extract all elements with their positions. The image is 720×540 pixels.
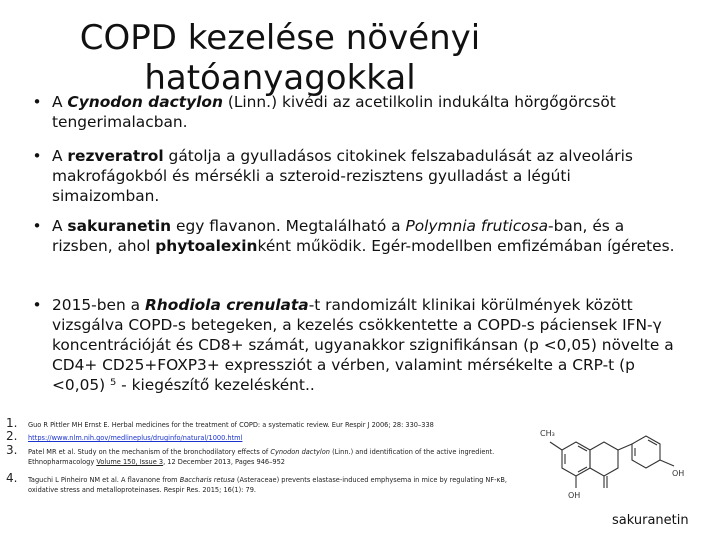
term-phytoalexin: phytoalexin [155,237,258,255]
sakuranetin-structure-image [536,416,716,512]
hydroxyl-label: OH [568,491,581,500]
text-run: 2015-ben a [52,296,145,314]
title-line-2: hatóanyagokkal [144,58,416,98]
species-name: Polymnia fruticosa [405,217,549,235]
bullet-item-cynodon [30,92,680,132]
methyl-bond [550,442,562,450]
reference-text [28,447,526,467]
bullet-text [52,295,680,395]
figure-caption: sakuranetin [612,513,689,528]
text-run: (Linn.) and identification of the active ingredient. Ethnopharmacology [28,448,495,466]
volume-issue: Volume 150, Issue 3 [96,458,164,466]
text-run: , 12 December 2013, Pages 946–952 [163,458,285,466]
reference-number: 1. [6,416,18,430]
reference-number: 4. [6,471,18,485]
species-name: Cynodon dactylon [270,448,330,456]
text-run: Taguchi L Pinheiro NM et al. A flavanone from [28,476,180,484]
title-line-1: COPD kezelése növényi [79,18,481,58]
bullet-text [52,92,680,132]
reference-text [28,475,526,495]
reference-item [6,416,526,430]
ring-b [632,436,660,468]
bullet-text [52,146,680,206]
text-run: (Linn.) kivédi az acetilkolin indukálta hörgőgörcsöt tengerimalacban. [52,93,616,131]
bullet-item-rezveratrol [30,146,680,206]
bullet-item-rhodiola [30,295,680,395]
bullet-marker: • [32,296,42,314]
bullet-text [52,216,680,256]
bullet-marker: • [32,93,42,111]
slide-title [40,18,520,98]
reference-text: Guo R Pittler MH Ernst E. Herbal medicines for the treatment of COPD: a systematic review. Eur Respir J 2006; 28: 330–338 [28,421,434,429]
text-run: (Asteraceae) prevents elastase-induced emphysema in mice by regulating NF-κB, oxidative stress and metalloproteinases. Respir Res. 2015; 16(1): 79. [28,476,508,494]
text-run: A [52,147,68,165]
compound-name: rezveratrol [67,147,164,165]
text-run: -t randomizált klinikai körülmények között vizsgálva COPD-s betegeken, a kezelés csökkentette a COPD-s páciensek IFN-γ koncentrációját és CD8+ számát, ugyanakkor szignifikánsan (p <0,05) növelte a CD4+ CD25+FOXP3+ expressziót a vérben, valamint mérsékelte a CRP-t (p <0,05) ⁵ - kiegészítő kezelésként.. [52,296,674,394]
reference-text [28,433,526,443]
text-run: ként működik. Egér-modellben emfizémában ígéretes. [257,237,675,255]
species-name: Cynodon dactylon [67,93,223,111]
compound-name: sakuranetin [67,217,172,235]
species-name: Baccharis retusa [179,476,235,484]
text-run: egy flavanon. Megtalálható a [171,217,406,235]
reference-number: 3. [6,443,18,457]
text-run: gátolja a gyulladásos citokinek felszabadulását az alveoláris makrofágokból és mérsékli a szteroid-rezisztens gyulladást a légúti simaizomban. [52,147,633,205]
ring-c [590,442,618,476]
reference-item [6,429,526,443]
bullet-marker: • [32,217,42,235]
text-run: A [52,217,68,235]
reference-item [6,471,526,495]
reference-item [6,443,526,467]
text-run: Patel MR et al. Study on the mechanism of the bronchodilatory effects of [28,448,271,456]
reference-number: 2. [6,429,18,443]
bullet-item-sakuranetin [30,216,680,256]
text-run: -ban, és a rizsben, ahol [52,217,625,255]
text-run: A [52,93,68,111]
hydroxyl-label: OH [672,469,685,478]
reference-link[interactable]: https://www.nlm.nih.gov/medlineplus/druginfo/natural/1000.html [28,434,243,442]
species-name: Rhodiola crenulata [144,296,309,314]
ring-a [562,442,590,476]
bullet-marker: • [32,147,42,165]
methyl-label: CH₃ [540,429,555,438]
